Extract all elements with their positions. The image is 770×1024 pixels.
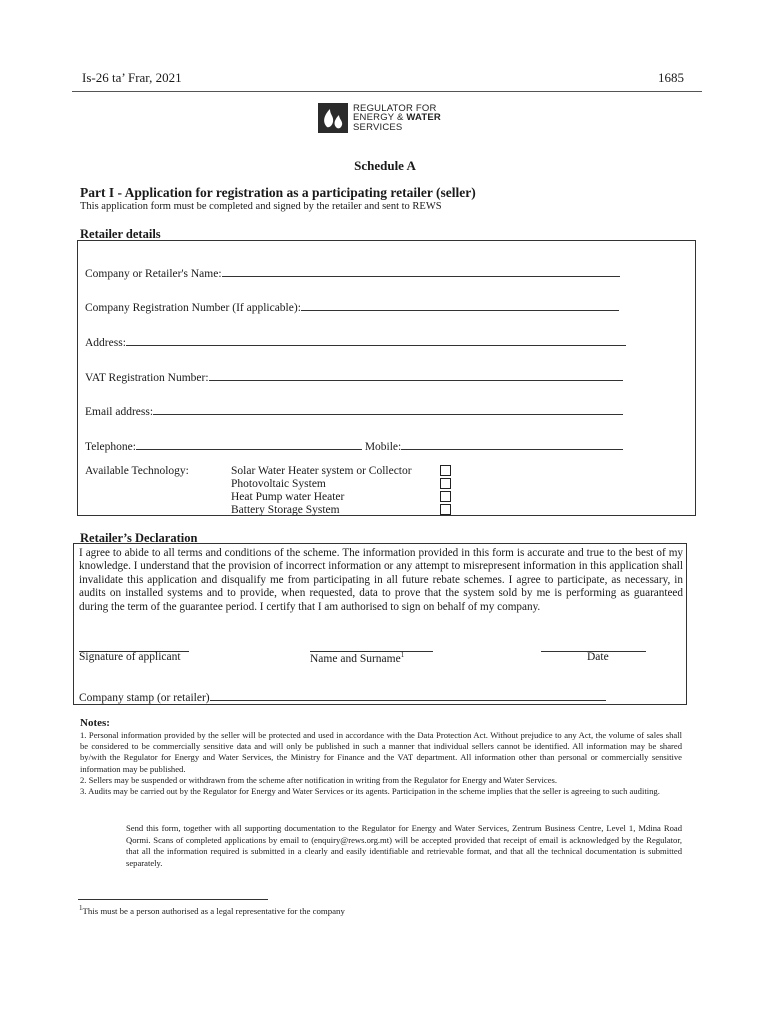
company-name-field[interactable] (222, 265, 620, 277)
footnote-mark: 1 (79, 904, 83, 912)
technology-option: Photovoltaic System (231, 478, 326, 490)
page-number: 1685 (658, 70, 684, 85)
reg-number-row (85, 299, 619, 314)
declaration-heading: Retailer’s Declaration (80, 531, 198, 545)
technology-option: Heat Pump water Heater (231, 491, 345, 503)
logo-line-3: SERVICES (353, 121, 403, 133)
notes-list (80, 730, 682, 797)
footnote (79, 904, 345, 916)
part-title: Part I - Application for registration as a participating retailer (seller) (80, 185, 476, 200)
declaration-box (73, 543, 687, 705)
solar-water-heater-checkbox[interactable] (440, 465, 451, 476)
notes-heading: Notes: (80, 717, 110, 729)
technology-option: Solar Water Heater system or Collector (231, 465, 412, 477)
telephone-label: Telephone: (85, 441, 136, 453)
name-surname-label: Name and Surname$^1$ (310, 651, 405, 665)
logo-wordmark (353, 104, 441, 133)
address-field[interactable] (126, 334, 626, 346)
vat-row (85, 369, 623, 384)
footnote-reference: 1 (400, 651, 405, 659)
mobile-field[interactable] (401, 438, 623, 450)
company-stamp-field[interactable] (210, 689, 606, 701)
heat-pump-checkbox[interactable] (440, 491, 451, 502)
technology-label: Available Technology: (85, 465, 189, 477)
signature-label: Signature of applicant (79, 651, 181, 663)
telephone-field[interactable] (136, 438, 362, 450)
address-label: Address: (85, 337, 126, 349)
header-divider (72, 91, 702, 92)
battery-storage-checkbox[interactable] (440, 504, 451, 515)
note-item: 2. Sellers may be suspended or withdrawn from the scheme after notification in writing from the Regulator for Energy and Water Services. (80, 774, 557, 785)
date-label: Date (587, 651, 609, 663)
issue-date: Is-26 ta’ Frar, 2021 (82, 70, 182, 85)
part-subtitle: This application form must be completed and signed by the retailer and sent to REWS (80, 201, 442, 212)
logo-line-2: ENERGY & WATER (353, 112, 441, 124)
declaration-text: I agree to abide to all terms and conditions of the scheme. The information provided in this form is accurate and true to the best of my knowledge. I understand that the provision of incorrect information or any attempt to misrepresent information in this application shall invalidate this application and disqualify me from participating in all future rebate schemes. I agree to participate, as necessary, in audits on installed systems and to provide, when requested, data to prove that the system sold by me is performing as guaranteed during the term of the guarantee period. I certify that I am authorised to sign on behalf of my company. (79, 547, 683, 613)
logo-line-1: REGULATOR FOR (353, 102, 437, 114)
note-item: 1. Personal information provided by the seller will be protected and used in accordance with the Data Protection Act. Without prejudice to any Act, the volume of sales shall be considered to be commercially sensitive data and will only be published in such a manner that individual sellers cannot be identified. All information may be shared by/with the Regulator for Energy and Water Services, the Ministry for Finance and the VAT department. All information other than personal or commercially sensitive information may be published. (80, 730, 682, 774)
company-stamp-label: Company stamp (or retailer) (79, 692, 210, 704)
company-stamp-row (79, 689, 606, 704)
photovoltaic-checkbox[interactable] (440, 478, 451, 489)
footnote-text: This must be a person authorised as a legal representative for the company (82, 905, 345, 916)
email-label: Email address: (85, 406, 154, 418)
vat-label: VAT Registration Number: (85, 372, 209, 384)
rews-logo (318, 103, 441, 133)
address-row (85, 334, 626, 349)
retailer-details-heading: Retailer details (80, 227, 161, 241)
droplet-flame-logo-icon (318, 103, 348, 133)
reg-number-field[interactable] (301, 299, 619, 311)
mobile-label: Mobile: (364, 441, 402, 453)
email-field[interactable] (153, 403, 623, 415)
phone-row (85, 438, 623, 453)
email-row (85, 403, 623, 418)
company-name-row (85, 265, 620, 280)
company-name-label: Company or Retailer's Name: (85, 268, 222, 280)
footnote-divider (78, 899, 268, 900)
reg-number-label: Company Registration Number (If applicable): (85, 302, 301, 314)
technology-option: Battery Storage System (231, 504, 340, 516)
note-item: 3. Audits may be carried out by the Regulator for Energy and Water Services or its agents. Participation in the scheme implies that the seller is agreeing to such auditing. (80, 786, 660, 797)
retailer-details-box (77, 240, 696, 516)
vat-field[interactable] (209, 369, 623, 381)
send-instructions: Send this form, together with all supporting documentation to the Regulator for Energy and Water Services, Zentrum Business Centre, Level 1, Mdina Road Qormi. Scans of completed applications by email to (enquiry@rews.org.mt) will be accepted provided that receipt of email is acknowledged by the Regulator, that all the information required is submitted in a clearly and easily identifiable and retrievable format, and that all the technical documentation is submitted separately. (126, 823, 682, 868)
schedule-title: Schedule A (354, 158, 416, 173)
